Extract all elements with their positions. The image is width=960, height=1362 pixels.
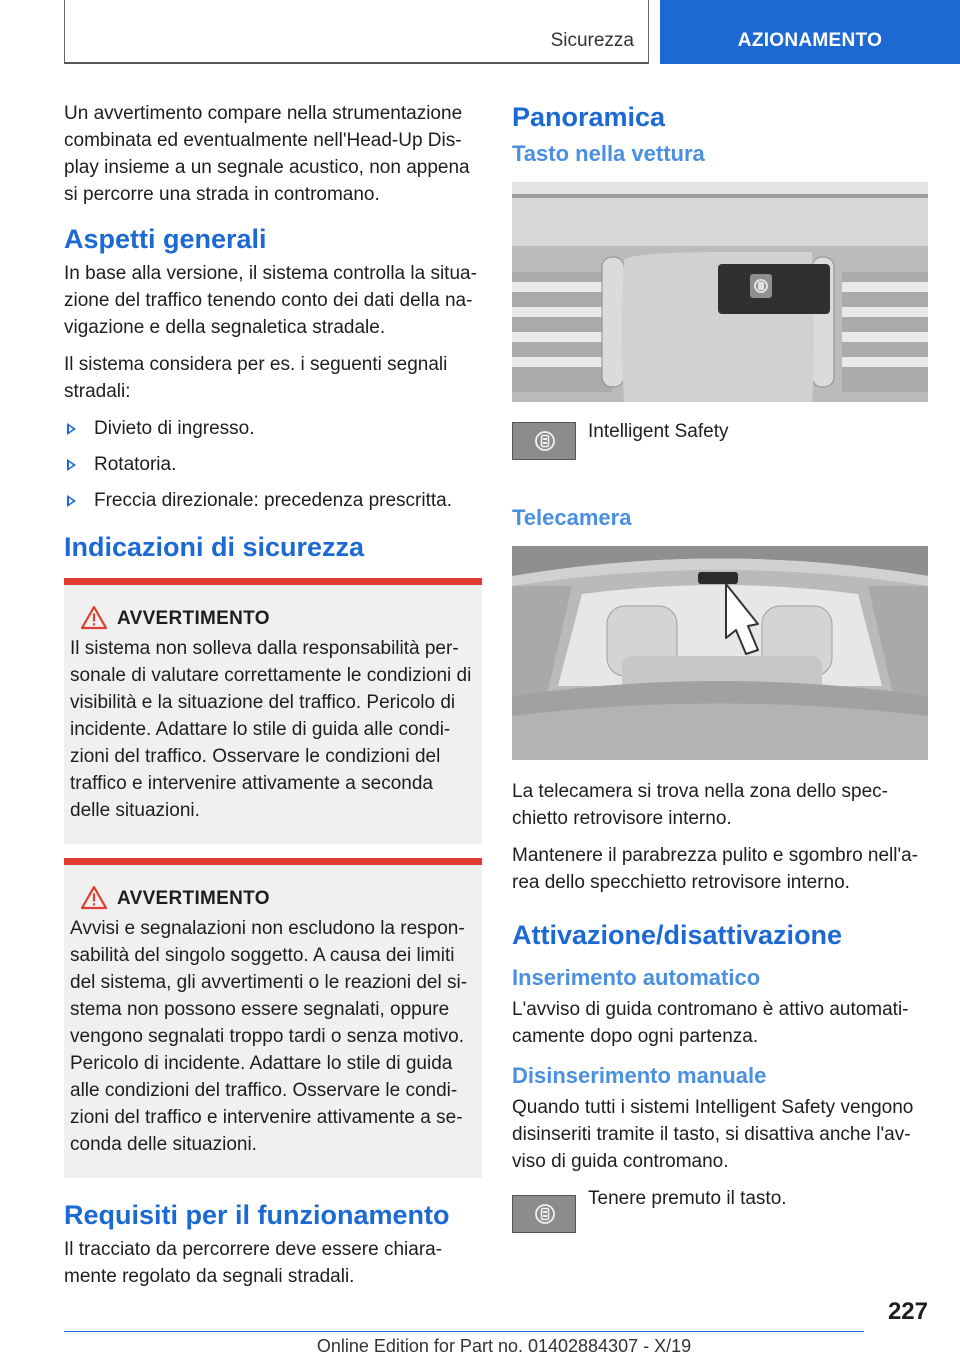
camera-photo	[512, 546, 928, 760]
press-button-legend	[512, 1185, 928, 1251]
sign-list	[64, 415, 482, 514]
camera-paragraph-2: Mantenere il parabrezza pulito e sgombro nell'a-rea dello specchietto retrovisore interno.	[512, 845, 919, 893]
auto-paragraph: L'avviso di guida contromano è attivo automati-camente dopo ogni partenza.	[512, 999, 909, 1047]
warning-box-2	[64, 858, 482, 1178]
requirements-paragraph: Il tracciato da percorrere deve essere chiara-mente regolato da segnali stradali.	[64, 1239, 443, 1287]
warning-text-1: Il sistema non solleva dalla responsabilità per-sonale di valutare correttamente le condizioni di visibilità e la situazione del traffico. Pericolo di incidente. Adattare lo stile di guida alle condi-zioni del traffico. Osservare le condizioni del traffico e intervenire attivamente a seconda delle situazioni.	[70, 638, 472, 821]
heading-safety: Indicazioni di sicurezza	[64, 532, 365, 562]
list-item: Rotatoria.	[64, 451, 482, 478]
intro-paragraph: Un avvertimento compare nella strumentazione combinata ed eventualmente nell'Head-Up Dis-play insieme a un segnale acustico, non appena si percorre una strada in contromano.	[64, 103, 470, 205]
header-section-title: Sicurezza	[550, 30, 634, 51]
warning-text-2: Avvisi e segnalazioni non escludono la respon-sabilità del singolo soggetto. A causa dei limiti del sistema, gli avvertimenti o le reazioni del si-stema non possono essere segnalati, oppure vengono segnalati troppo tardi o senza motivo. Pericolo di incidente. Adattare lo stile di guida alle condizioni del traffico. Osservare le condi-zioni del traffico e intervenire attivamente a se-conda delle situazioni.	[70, 918, 468, 1155]
running-header	[64, 0, 649, 64]
header-chapter-title: AZIONAMENTO	[737, 30, 883, 51]
triangle-bullet-icon	[67, 495, 76, 507]
heading-activation: Attivazione/disattivazione	[512, 920, 843, 950]
intelligent-safety-label: Intelligent Safety	[588, 421, 729, 442]
heading-manual: Disinserimento manuale	[512, 1063, 767, 1088]
intelligent-safety-button-legend	[512, 418, 928, 484]
heading-requirements: Requisiti per il funzionamento	[64, 1200, 450, 1230]
triangle-bullet-icon	[67, 459, 76, 471]
left-column	[64, 100, 482, 1300]
header-chapter-tab	[660, 0, 960, 64]
warning-box-1	[64, 578, 482, 844]
intelligent-safety-icon	[512, 1195, 576, 1233]
warning-triangle-icon	[80, 885, 108, 910]
camera-paragraph-1: La telecamera si trova nella zona dello spec-chietto retrovisore interno.	[512, 781, 888, 829]
heading-general: Aspetti generali	[64, 224, 267, 254]
heading-camera: Telecamera	[512, 505, 632, 530]
heading-auto: Inserimento automatico	[512, 965, 761, 990]
heading-overview: Panoramica	[512, 102, 666, 132]
right-column	[512, 100, 928, 1271]
warning-label: AVVERTIMENTO	[117, 608, 270, 629]
heading-button-in-car: Tasto nella vettura	[512, 141, 705, 166]
list-item: Freccia direzionale: precedenza prescritta.	[64, 487, 482, 514]
footer-rule	[64, 1331, 864, 1332]
dashboard-button-photo	[512, 182, 928, 402]
footer-edition: Online Edition for Part no. 01402884307 - X/19	[316, 1336, 692, 1356]
general-paragraph-1: In base alla versione, il sistema controlla la situa-zione del traffico tenendo conto dei dati della na-vigazione e della segnaletica stradale.	[64, 263, 477, 338]
triangle-bullet-icon	[67, 423, 76, 435]
warning-label: AVVERTIMENTO	[117, 888, 270, 909]
manual-paragraph: Quando tutti i sistemi Intelligent Safety vengono disinseriti tramite il tasto, si disattiva anche l'av-viso di guida contromano.	[512, 1097, 914, 1172]
intelligent-safety-icon	[512, 422, 576, 460]
warning-triangle-icon	[80, 605, 108, 630]
page-number: 227	[887, 1298, 928, 1325]
press-button-label: Tenere premuto il tasto.	[588, 1188, 787, 1209]
general-paragraph-2: Il sistema considera per es. i seguenti segnali stradali:	[64, 354, 448, 402]
list-item: Divieto di ingresso.	[64, 415, 482, 442]
